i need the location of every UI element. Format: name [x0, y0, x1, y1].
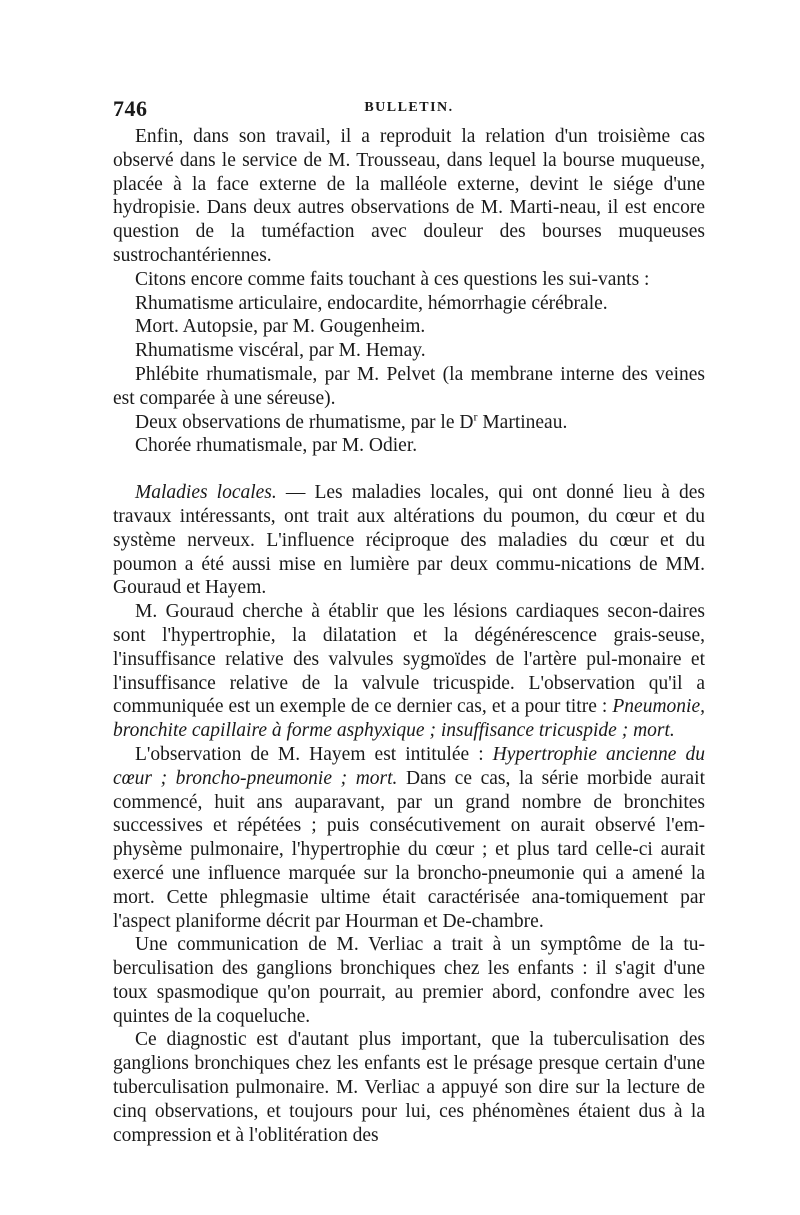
- list-item-text: Martineau.: [477, 411, 568, 433]
- paragraph-gouraud: [113, 600, 705, 743]
- section-heading: Maladies locales.: [135, 482, 277, 504]
- paragraph-text: L'observation de M. Hayem est intitulée :: [135, 743, 493, 765]
- body-text: [113, 125, 705, 1147]
- paragraph-verliac: Une communication de M. Verliac a trait à un symptôme de la tu-berculisation des ganglions bronchiques chez les enfants : il s'agit d'une toux spasmodique qu'on pourrait, au premier abord, confondre avec les quintes de la coqueluche.: [113, 934, 705, 1027]
- paragraph-text: M. Gouraud cherche à établir que les lésions cardiaques secon-daires sont l'hypertrophie, la dilatation et la dégénérescence grais-seuse, l'insuffisance relative des valvules sygmoïdes de l'artère pul-monaire et l'insuffisance relative de la valvule tricuspide. L'observation qu'il a communiquée est un exemple de ce dernier cas, et a pour titre :: [113, 601, 705, 718]
- paragraph-rhumatisme-bourses: Enfin, dans son travail, il a reproduit la relation d'un troisième cas observé dans le service de M. Trousseau, dans lequel la bourse muqueuse, placée à la face externe de la malléole externe, devint le siége d'une hydropisie. Dans deux autres observations de M. Marti-neau, il est encore question de la tuméfaction avec douleur des bourses muqueuses sustrochantériennes.: [113, 126, 705, 266]
- running-title: BULLETIN.: [364, 100, 454, 115]
- list-item: Chorée rhumatismale, par M. Odier.: [135, 435, 418, 457]
- list-item: Mort. Autopsie, par M. Gougenheim.: [135, 316, 426, 338]
- list-item-text: Deux observations de rhumatisme, par le D: [135, 411, 474, 433]
- paragraph-citons: Citons encore comme faits touchant à ces questions les sui-vants :: [135, 268, 650, 290]
- list-item: Phlébite rhumatismale, par M. Pelvet (la membrane interne des veines est comparée à une séreuse).: [113, 363, 705, 409]
- paragraph-text: — Les maladies locales, qui ont donné lieu à des travaux intéressants, ont trait aux altérations du poumon, du cœur et du système nerveux. L'influence réciproque des maladies du cœur et du poumon a été aussi mise en lumière par deux commu-nications de MM. Gouraud et Hayem.: [113, 482, 706, 599]
- list-item: Rhumatisme viscéral, par M. Hemay.: [135, 340, 426, 362]
- list-item: [113, 411, 705, 435]
- paragraph-maladies-locales: [113, 481, 705, 600]
- paragraph-text: Dans ce cas, la série morbide aurait commencé, huit ans auparavant, par un grand nombre de bronchites successives et répétées ; puis consécutivement on aurait observé l'em-physème pulmonaire, l'hypertrophie du cœur ; et plus tard celle-ci aurait exercé une influence marquée sur la broncho-pneumonie qui a amené la mort. Cette phlegmasie ultime était caractérisée ana-tomiquement par l'aspect planiforme décrit par Hourman et De-chambre.: [113, 767, 705, 932]
- superscript: r: [473, 409, 478, 424]
- paragraph-hayem: [113, 743, 705, 933]
- section-gap: [113, 458, 705, 481]
- page-number: 746: [113, 96, 148, 121]
- observation-title: Pneumonie, bronchite capillaire à forme asphyxique ; insuffisance tricuspide ; mort.: [113, 696, 705, 742]
- list-item: Rhumatisme articulaire, endocardite, hémorrhagie cérébrale.: [135, 292, 608, 314]
- paragraph-diagnostic: Ce diagnostic est d'autant plus important, que la tuberculisation des ganglions bronchiques chez les enfants est le présage presque certain d'une tuberculisation pulmonaire. M. Verliac a appuyé son dire sur la lecture de cinq observations, et toujours pour lui, ces phénomènes étaient dus à la compression et à l'oblitération des: [113, 1029, 705, 1146]
- page-header: [113, 96, 705, 120]
- observation-title: Hypertrophie ancienne du cœur ; broncho-pneumonie ; mort.: [113, 743, 705, 789]
